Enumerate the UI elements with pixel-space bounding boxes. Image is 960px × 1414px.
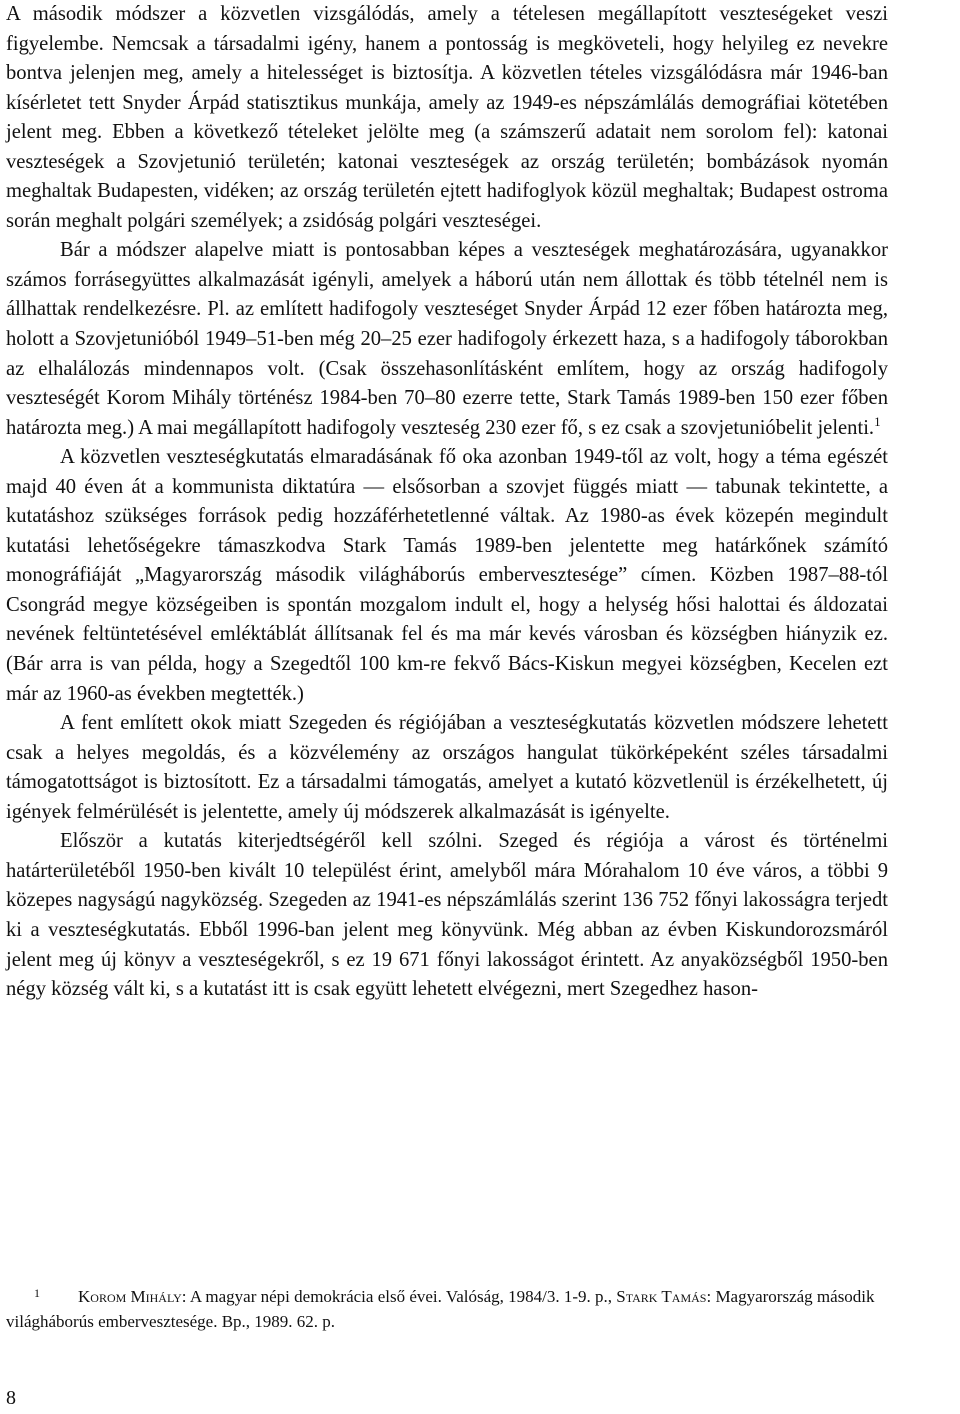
paragraph-4: A fent említett okok miatt Szegeden és régiójában a veszteségkutatás közvetlen módszere lehetett csak a helyes megoldás, és a közvélemény az országos hangulat tükörképeként széles társadalmi támogatottságot is biztosított. Ez a társadalmi támogatás, amelyet a kutató közvetlenül is érzékelhetett, új igények felmérülését is jelentette, amely új módszerek alkalmazását is igényelte. <box>6 712 888 823</box>
paragraph-2-text: Bár a módszer alapelve miatt is pontosabban képes a veszteségek meghatározására, ugyanakkor számos forrásegyüttes alkalmazását igényli, amelyek a háború után nem állottak és több tételnél nem is állhattak rendelkezésre. Pl. az említett hadifogoly veszteséget Snyder Árpád 12 ezer főben határozta meg, holott a Szovjetunióból 1949–51-ben még 20–25 ezer hadifogoly érkezett haza, s a hadifogoly táborokban az elhalálozás mindennapos volt. (Csak összehasonlításként említem, hogy az ország hadifogoly veszteségét Korom Mihály történész 1984-ben 70–80 ezerre tette, Stark Tamás 1989-ben 150 ezer főben határozta meg.) A mai megállapított hadifogoly veszteség 230 ezer fő, s ez csak a szovjetunióbelit jelenti. <box>6 239 888 439</box>
footnote <box>6 1281 888 1334</box>
footnote-reference[interactable]: 1 <box>874 413 881 429</box>
paragraph-1: A második módszer a közvetlen vizsgálódás, amely a tételesen megállapított veszteségeket veszi figyelembe. Nemcsak a társadalmi igény, hanem a pontosság is megkövetelі, hogy helyileg ez nevekre bontva jelenjen meg, amely a hitelességet is biztosítja. A közvetlen tételes vizsgálódásra már 1946-ban kísérletet tett Snyder Árpád statisztikus munkája, amely az 1949-es népszámlálás demográfiai kötetében jelent meg. Ebben a következő tételeket jelölte meg (a számszerű adatait nem sorolom fel): katonai veszteségek a Szovjetunió területén; katonai veszteségek az ország területén; bombázások nyomán meghaltak Budapesten, vidéken; az ország területén ejtett hadifoglyok közül meghaltak; Budapest ostroma során meghalt polgári személyek; a zsidóság polgári veszteségei. <box>6 3 888 232</box>
paragraph-2 <box>6 236 888 443</box>
document-page <box>6 0 888 1409</box>
page-number: 8 <box>6 1387 16 1409</box>
footnote-text-2: : Magyarország második világháborús embervesztesége. Bp., 1989. 62. p. <box>6 1287 875 1331</box>
paragraph-3: A közvetlen veszteségkutatás elmaradásának fő oka azonban 1949-től az volt, hogy a téma egészét majd 40 éven át a kommunista diktatúra — elsősorban a szovjet függés miatt — tabunak tekintette, a kutatáshoz szükséges források pedig hozzáférhetetlenné váltak. Az 1980-as évek közepén megindult kutatási lehetőségekre támaszkodva Stark Tamás 1989-ben jelentette meg határkőnek számító monográfiáját „Magyarország második világháborús embervesztesége” címen. Közben 1987–88-tól Csongrád megye községeiben is spontán mozgalom indult el, hogy a helység hősi halottai és áldozatai nevének feltüntetésével emléktáblát állítsanak fel és ma már kevés városban és községben hiányzik ez. (Bár arra is van példa, hogy a Szegedtől 100 km-re fekvő Bács-Kiskun megyei községben, Kecelen ezt már az 1960-as években megtették.) <box>6 446 888 705</box>
footnote-author-1: Korom Mihály <box>78 1287 182 1306</box>
footnote-text-1: : A magyar népi demokrácia első évei. Valóság, 1984/3. 1-9. p., <box>181 1287 617 1306</box>
body-text <box>6 0 888 1005</box>
footnote-author-2: Stark Tamás <box>616 1287 707 1306</box>
paragraph-5: Először a kutatás kiterjedtségéről kell szólni. Szeged és régiója a várost és történelmi határterületéből 1950-ben kivált 10 települést érint, amelyből mára Mórahalom 10 éve város, a többi 9 közepes nagyságú nagyközség. Szegeden az 1941-es népszámlálás szerint 136 752 főnyi lakosságra terjedt ki a veszteségkutatás. Ebből 1996-ban jelent meg könyvünk. Még abban az évben Kiskundorozsmáról jelent meg új könyv a veszteségekről, s ez 19 671 főnyi lakosságot érintett. Az anyaközségből 1950-ben négy község vált ki, s a kutatást itt is csak együtt lehetett elvégezni, mert Szegedhez hason- <box>6 830 888 1001</box>
footnote-mark: 1 <box>34 1286 40 1300</box>
